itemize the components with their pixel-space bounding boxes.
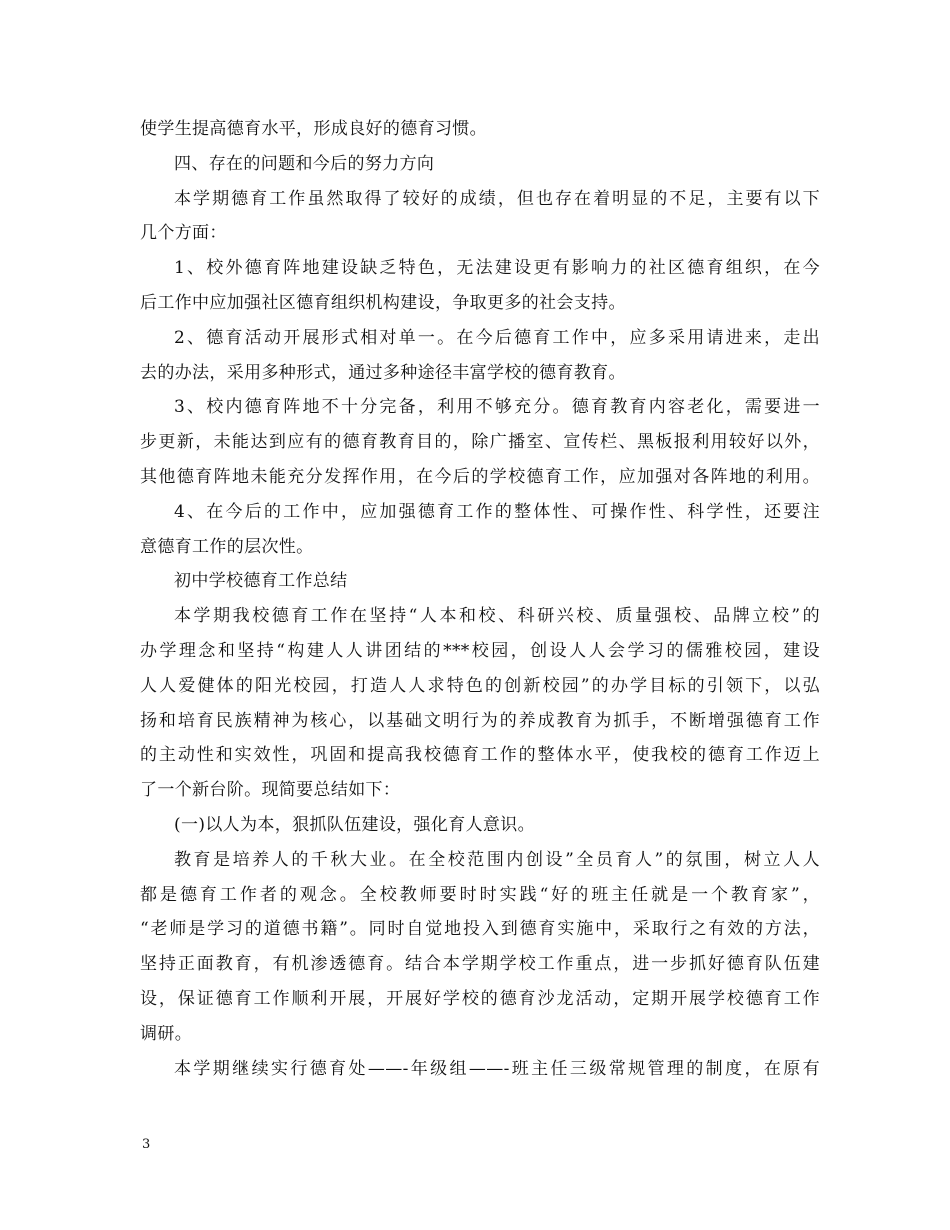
text-line: 几个方面： [140, 223, 227, 244]
text-line: 都是德育工作者的观念。全校教师要时时实践“好的班主任就是一个教育家”， [140, 884, 820, 905]
text-line: 本学期我校德育工作在坚持“人本和校、科研兴校、质量强校、品牌立校”的 [174, 606, 820, 627]
paragraph [140, 599, 820, 808]
document-title [140, 564, 820, 599]
text-line: 后工作中应加强社区德育组织机构建设，争取更多的社会支持。 [140, 292, 626, 313]
section-heading [140, 147, 820, 182]
text-line: 的主动性和实效性，巩固和提高我校德育工作的整体水平，使我校的德育工作迈上 [140, 745, 820, 766]
text-line: 本学期继续实行德育处——-年级组——-班主任三级常规管理的制度，在原有 [174, 1058, 820, 1079]
text-line: 坚持正面教育，有机渗透德育。结合本学期学校工作重点，进一步抓好德育队伍建 [140, 954, 820, 975]
text-line: 4、在今后的工作中，应加强德育工作的整体性、可操作性、科学性，还要注 [174, 501, 820, 522]
text-line: “老师是学习的道德书籍”。同时自觉地投入到德育实施中，采取行之有效的方法， [140, 919, 820, 940]
text-line: 扬和培育民族精神为核心，以基础文明行为的养成教育为抓手，不断增强德育工作 [140, 710, 820, 731]
subsection-heading [140, 808, 820, 843]
text-line: 教育是培养人的千秋大业。在全校范围内创设”全员育人”的氛围，树立人人 [174, 849, 820, 870]
text-line: 3、校内德育阵地不十分完备，利用不够充分。德育教育内容老化，需要进一 [174, 397, 820, 418]
text-line: 调研。 [140, 1023, 193, 1044]
text-line: 初中学校德育工作总结 [174, 571, 348, 592]
list-item [140, 390, 820, 494]
paragraph [140, 182, 820, 252]
page-number: 3 [142, 1137, 151, 1152]
list-item [140, 251, 820, 321]
list-item [140, 495, 820, 565]
text-line: 人人爱健体的阳光校园，打造人人求特色的创新校园”的办学目标的引领下，以弘 [140, 675, 820, 696]
text-line: 本学期德育工作虽然取得了较好的成绩，但也存在着明显的不足，主要有以下 [174, 188, 820, 209]
text-line: 去的办法，采用多种形式，通过多种途径丰富学校的德育教育。 [140, 362, 626, 383]
text-line: 2、德育活动开展形式相对单一。在今后德育工作中，应多采用请进来，走出 [174, 327, 820, 348]
paragraph [140, 843, 820, 1052]
paragraph [140, 1052, 820, 1087]
text-line: 意德育工作的层次性。 [140, 536, 314, 557]
list-item [140, 321, 820, 391]
text-line: 使学生提高德育水平，形成良好的德育习惯。 [140, 119, 487, 139]
document-body [140, 112, 820, 1086]
paragraph [140, 112, 820, 147]
text-line: 其他德育阵地未能充分发挥作用，在今后的学校德育工作，应加强对各阵地的利用。 [140, 466, 820, 487]
text-line: 步更新，未能达到应有的德育教育目的，除广播室、宣传栏、黑板报利用较好以外， [140, 432, 820, 453]
text-line: 1、校外德育阵地建设缺乏特色，无法建设更有影响力的社区德育组织，在今 [174, 258, 820, 279]
text-line: 设，保证德育工作顺利开展，开展好学校的德育沙龙活动，定期开展学校德育工作 [140, 988, 820, 1009]
text-line: (一)以人为本，狠抓队伍建设，强化育人意识。 [174, 814, 535, 835]
text-line: 办学理念和坚持“构建人人讲团结的***校园，创设人人会学习的儒雅校园，建设 [140, 640, 820, 661]
text-line: 了一个新台阶。现简要总结如下： [140, 780, 401, 801]
text-line: 四、存在的问题和今后的努力方向 [174, 153, 435, 174]
